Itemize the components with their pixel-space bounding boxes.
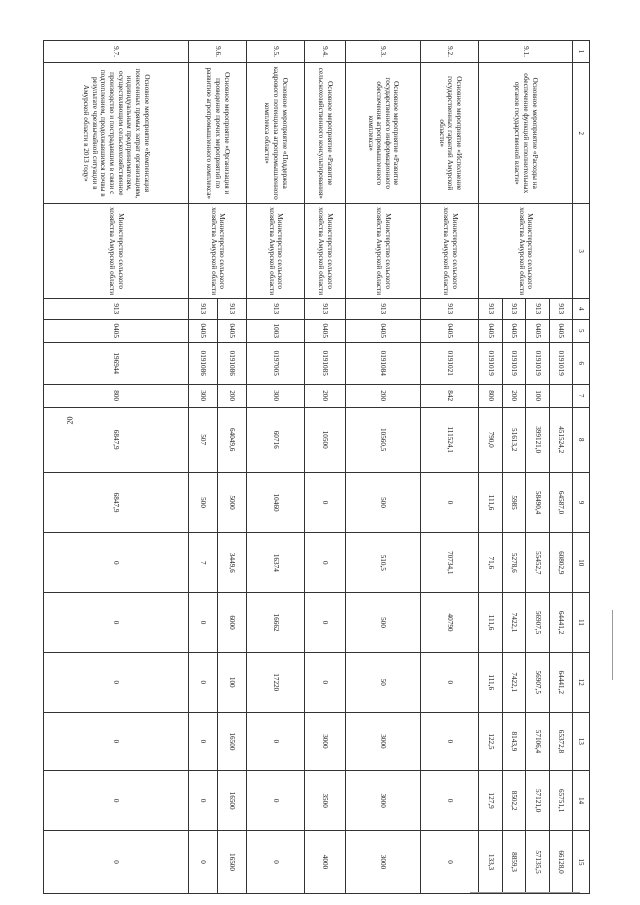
cell-vr: 200	[305, 384, 346, 407]
cell-grbs: 913	[502, 298, 525, 319]
cell-year: 0	[44, 830, 189, 893]
cell-csr: 0191019	[502, 342, 525, 384]
cell-rzpr: 0405	[305, 319, 346, 342]
budget-table	[43, 40, 590, 894]
page-number: 20	[65, 416, 75, 425]
cell-year: 111,6	[479, 472, 502, 533]
cell-year: 111,6	[479, 593, 502, 653]
cell-total: 399121,0	[526, 407, 549, 472]
header-row	[573, 41, 590, 894]
executor: Министерство сельского хозяйства Амурской области	[44, 204, 189, 298]
table-row	[549, 41, 572, 894]
cell-grbs: 913	[247, 298, 305, 319]
cell-total: 64049,6	[218, 407, 247, 472]
measure-name: Основное мероприятие «Развитие государственного информационного обеспечения агропромышленного комплекса»	[345, 63, 420, 204]
cell-total: 790,0	[479, 407, 502, 472]
header-cell: 12	[573, 652, 590, 712]
cell-year: 111,6	[479, 652, 502, 712]
cell-year: 0	[44, 533, 189, 593]
cell-year: 0	[189, 593, 218, 653]
cell-year: 7422,1	[502, 652, 525, 712]
cell-year: 16662	[247, 593, 305, 653]
cell-csr: 196944	[44, 342, 189, 384]
cell-year: 0	[421, 652, 479, 712]
cell-grbs: 913	[189, 298, 218, 319]
cell-rzpr: 0405	[421, 319, 479, 342]
cell-year: 122,5	[479, 712, 502, 771]
cell-year: 0	[44, 712, 189, 771]
row-number: 9.6.	[189, 41, 247, 63]
table-row	[421, 41, 479, 894]
cell-grbs: 913	[421, 298, 479, 319]
cell-year: 0	[421, 771, 479, 831]
cell-year: 58490,4	[526, 472, 549, 533]
rotated-table-container	[43, 40, 590, 894]
cell-year: 65751,1	[549, 771, 572, 831]
cell-year: 64587,0	[549, 472, 572, 533]
header-cell: 4	[573, 298, 590, 319]
measure-name: Основное мероприятие «Исполнение государственных гарантий Амурской области»	[421, 63, 479, 204]
cell-year: 66128,0	[549, 830, 572, 893]
cell-year: 70734,1	[421, 533, 479, 593]
header-cell: 2	[573, 63, 590, 204]
measure-name: Основное мероприятие «Поддержка кадрового потенциала агропромышленного комплекса области»	[247, 63, 305, 204]
cell-year: 60802,9	[549, 533, 572, 593]
cell-year: 0	[421, 712, 479, 771]
cell-grbs: 913	[549, 298, 572, 319]
header-cell: 8	[573, 407, 590, 472]
cell-csr: 0191019	[526, 342, 549, 384]
header-cell: 14	[573, 771, 590, 831]
cell-rzpr: 0405	[44, 319, 189, 342]
executor: Министерство сельского хозяйства Амурской области	[247, 204, 305, 298]
header-cell: 9	[573, 472, 590, 533]
header-cell: 10	[573, 533, 590, 593]
cell-year: 500	[189, 472, 218, 533]
header-cell: 7	[573, 384, 590, 407]
header-cell: 1	[573, 41, 590, 63]
cell-csr: 0191086	[218, 342, 247, 384]
cell-total: 451524,2	[549, 407, 572, 472]
cell-rzpr: 0405	[526, 319, 549, 342]
cell-rzpr: 0405	[345, 319, 420, 342]
cell-year: 57135,5	[526, 830, 549, 893]
executor: Министерство сельского хозяйства Амурской области	[189, 204, 247, 298]
cell-year: 0	[247, 712, 305, 771]
row-number: 9.4.	[305, 41, 346, 63]
measure-name: Основное мероприятие «Компенсация понесенных прямых затрат организациям, индивидуальным предпринимателям, осуществляющим сельскохозяйственное производство и пострадавшим в связи с подтоплением, продолжавшимся почвы в результате чрезвычайной ситуации в Амурской области в 2013 году»	[44, 63, 189, 204]
cell-total: 111524,1	[421, 407, 479, 472]
header-cell: 5	[573, 319, 590, 342]
cell-year: 5000	[218, 472, 247, 533]
cell-csr: 0191085	[305, 342, 346, 384]
cell-vr: 842	[421, 384, 479, 407]
cell-rzpr: 0405	[549, 319, 572, 342]
measure-name: Основное мероприятие «Организация и проведение прочих мероприятий по развитию агропромышленного комплекса»	[189, 63, 247, 204]
cell-year: 64441,2	[549, 593, 572, 653]
table-row	[345, 41, 420, 894]
cell-grbs: 913	[526, 298, 549, 319]
cell-year: 16500	[218, 712, 247, 771]
measure-name: Основное мероприятие «Расходы на обеспечение функций исполнительных органов государственной власти»	[479, 63, 573, 204]
cell-year: 65372,8	[549, 712, 572, 771]
header-cell: 11	[573, 593, 590, 653]
cell-vr: 100	[526, 384, 549, 407]
cell-year: 0	[189, 712, 218, 771]
cell-total: 10500	[305, 407, 346, 472]
cell-year: 0	[44, 652, 189, 712]
cell-year: 0	[44, 771, 189, 831]
cell-year: 57121,0	[526, 771, 549, 831]
row-number: 9.7.	[44, 41, 189, 63]
cell-vr: 200	[502, 384, 525, 407]
scan-artifact	[612, 610, 613, 680]
row-number: 9.5.	[247, 41, 305, 63]
executor: Министерство сельского хозяйства Амурской области	[305, 204, 346, 298]
cell-year: 0	[44, 593, 189, 653]
cell-year: 16500	[218, 771, 247, 831]
cell-year: 64441,2	[549, 652, 572, 712]
cell-year: 0	[189, 652, 218, 712]
cell-year: 50	[345, 652, 420, 712]
cell-csr: 0191084	[345, 342, 420, 384]
cell-year: 3500	[305, 771, 346, 831]
cell-rzpr: 0405	[479, 319, 502, 342]
executor: Министерство сельского хозяйства Амурской области	[345, 204, 420, 298]
cell-year: 3000	[345, 771, 420, 831]
header-cell: 15	[573, 830, 590, 893]
cell-year: 3000	[345, 712, 420, 771]
cell-vr: 800	[479, 384, 502, 407]
table-row	[305, 41, 346, 894]
cell-rzpr: 1003	[247, 319, 305, 342]
cell-grbs: 913	[345, 298, 420, 319]
scan-artifact	[470, 892, 580, 893]
cell-year: 3000	[305, 712, 346, 771]
cell-year: 500	[345, 472, 420, 533]
cell-year: 8143,9	[502, 712, 525, 771]
cell-vr: 300	[247, 384, 305, 407]
cell-year: 7422,1	[502, 593, 525, 653]
cell-grbs: 913	[479, 298, 502, 319]
cell-rzpr: 0405	[218, 319, 247, 342]
measure-name: Основное мероприятие «Развитие сельскохозяйственного консультирования»	[305, 63, 346, 204]
cell-year: 56907,5	[526, 652, 549, 712]
row-number: 9.1.	[479, 41, 573, 63]
cell-year: 0	[189, 830, 218, 893]
cell-year: 8502,2	[502, 771, 525, 831]
cell-year: 71,6	[479, 533, 502, 593]
cell-year: 5985	[502, 472, 525, 533]
cell-year: 0	[305, 472, 346, 533]
executor: Министерство сельского хозяйства Амурской области	[421, 204, 479, 298]
cell-year: 3000	[345, 830, 420, 893]
cell-year: 133,3	[479, 830, 502, 893]
cell-year: 0	[247, 771, 305, 831]
cell-csr: 0191019	[549, 342, 572, 384]
header-cell: 13	[573, 712, 590, 771]
table-row	[218, 41, 247, 894]
cell-csr: 0191086	[189, 342, 218, 384]
cell-year: 100	[218, 652, 247, 712]
cell-csr: 0191021	[421, 342, 479, 384]
cell-year: 127,9	[479, 771, 502, 831]
cell-total: 6847,9	[44, 407, 189, 472]
cell-year: 3449,6	[218, 533, 247, 593]
cell-csr: 0191019	[479, 342, 502, 384]
cell-year: 6000	[218, 593, 247, 653]
cell-rzpr: 0405	[502, 319, 525, 342]
table-row	[247, 41, 305, 894]
cell-grbs: 913	[44, 298, 189, 319]
cell-year: 57106,4	[526, 712, 549, 771]
executor: Министерство сельского хозяйства Амурской области	[479, 204, 573, 298]
cell-year: 55452,7	[526, 533, 549, 593]
cell-year: 10460	[247, 472, 305, 533]
cell-total: 60716	[247, 407, 305, 472]
cell-total: 507	[189, 407, 218, 472]
cell-total: 51613,2	[502, 407, 525, 472]
cell-year: 7	[189, 533, 218, 593]
cell-vr: 200	[218, 384, 247, 407]
cell-grbs: 913	[218, 298, 247, 319]
row-number: 9.2.	[421, 41, 479, 63]
cell-total: 10560,5	[345, 407, 420, 472]
cell-csr: 0197005	[247, 342, 305, 384]
cell-vr	[549, 384, 572, 407]
cell-year: 56907,5	[526, 593, 549, 653]
cell-vr: 800	[44, 384, 189, 407]
cell-year: 0	[305, 593, 346, 653]
table-row	[44, 41, 189, 894]
cell-year: 6847,9	[44, 472, 189, 533]
cell-year: 0	[305, 533, 346, 593]
cell-year: 5278,6	[502, 533, 525, 593]
header-cell: 6	[573, 342, 590, 384]
cell-vr: 300	[189, 384, 218, 407]
cell-year: 0	[421, 472, 479, 533]
cell-year: 16500	[218, 830, 247, 893]
cell-year: 17220	[247, 652, 305, 712]
cell-vr: 200	[345, 384, 420, 407]
cell-year: 0	[421, 830, 479, 893]
cell-year: 0	[305, 652, 346, 712]
cell-year: 0	[247, 830, 305, 893]
cell-year: 510,5	[345, 533, 420, 593]
cell-year: 0	[189, 771, 218, 831]
cell-year: 16374	[247, 533, 305, 593]
cell-rzpr: 0405	[189, 319, 218, 342]
header-cell: 3	[573, 204, 590, 298]
cell-year: 4000	[305, 830, 346, 893]
row-number: 9.3.	[345, 41, 420, 63]
cell-year: 500	[345, 593, 420, 653]
cell-year: 8859,3	[502, 830, 525, 893]
cell-year: 40790	[421, 593, 479, 653]
cell-grbs: 913	[305, 298, 346, 319]
